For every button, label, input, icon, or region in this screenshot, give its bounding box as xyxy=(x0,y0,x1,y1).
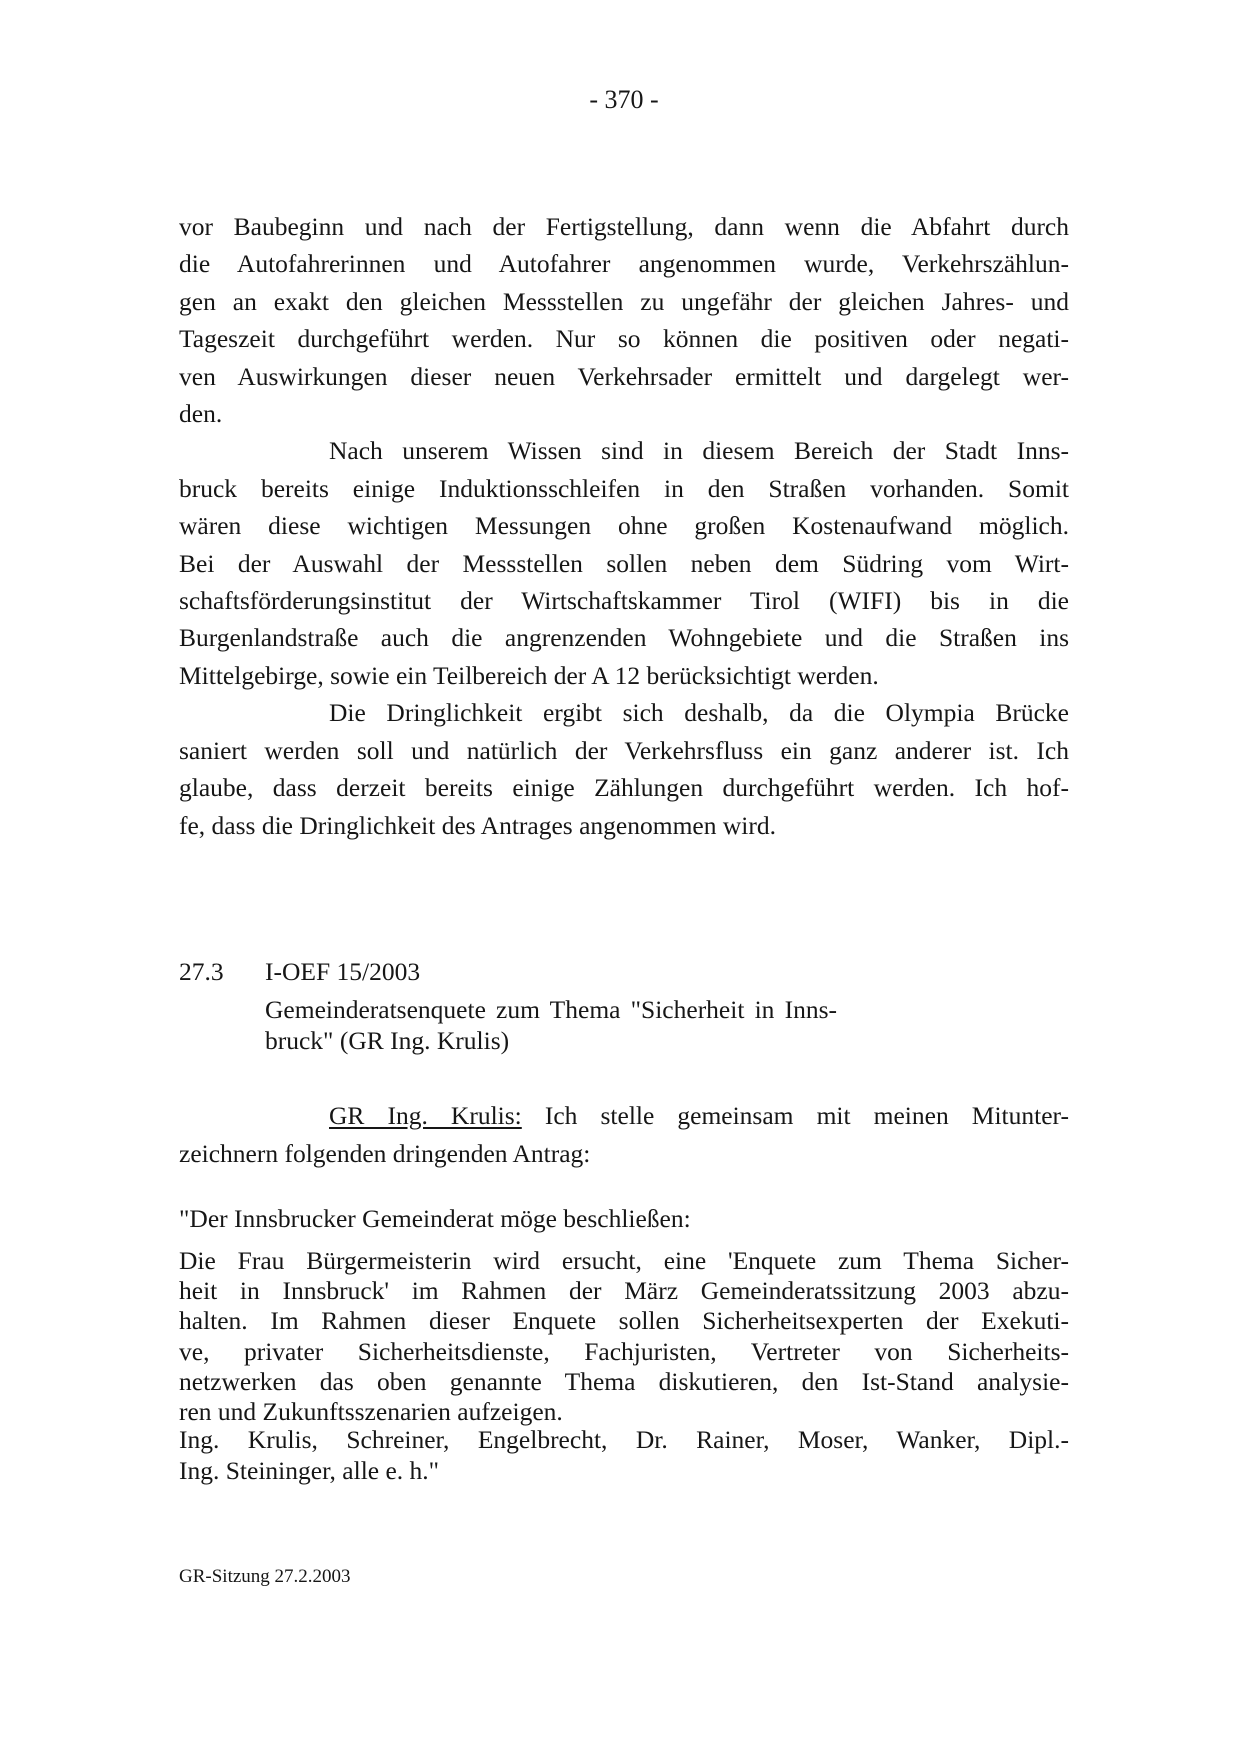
section-number: 27.3 xyxy=(179,957,224,986)
paragraph-urgency: Die Dringlichkeit ergibt sich deshalb, da die Olympia Brücke saniert werden soll und natürlich der Verkehrsfluss ein ganz anderer ist. Ich glaube, dass derzeit bereits einige Zählungen durchgeführt werden. Ich hof- fe, dass die Dringlichkeit des Antrages angenommen wird. xyxy=(179,698,1069,840)
page-number: - 370 - xyxy=(589,85,659,114)
section-heading xyxy=(179,956,1069,987)
paragraph-induction-loops: Nach unserem Wissen sind in diesem Bereich der Stadt Inns- bruck bereits einige Induktionsschleifen in den Straßen vorhanden. Somit wären diese wichtigen Messungen ohne großen Kostenaufwand möglich. Bei der Auswahl der Messstellen sollen neben dem Südring vom Wirt- schaftsförderungsinstitut der Wirtschaftskammer Tirol (WIFI) bis in die Burgenlandstraße auch die angrenzenden Wohngebiete und die Straßen ins Mittelgebirge, sowie ein Teilbereich der A 12 berücksichtigt werden. xyxy=(179,436,1069,690)
speech-line-2: zeichnern folgenden dringenden Antrag: xyxy=(179,1138,591,1168)
speech-line-1 xyxy=(179,1097,1069,1135)
body-text xyxy=(179,208,1069,844)
section-code: I-OEF 15/2003 xyxy=(265,957,421,986)
motion-intro: "Der Innsbrucker Gemeinderat möge beschließen: xyxy=(179,1204,691,1233)
section-title: Gemeinderatsenquete zum Thema "Sicherheit in Inns- bruck" (GR Ing. Krulis) xyxy=(265,995,837,1055)
paragraph-traffic-counts: vor Baubeginn und nach der Fertigstellung, dann wenn die Abfahrt durch die Autofahrerinnen und Autofahrer angenommen wurde, Verkehrszählun- gen an exakt den gleichen Messstellen zu ungefähr der gleichen Jahres- und Tageszeit durchgeführt werden. Nur so können die positiven oder negati- ven Auswirkungen dieser neuen Verkehrsader ermittelt und dargelegt wer- den. xyxy=(179,212,1069,429)
footer-note: GR-Sitzung 27.2.2003 xyxy=(179,1566,351,1587)
speech-line-1-rest: Ich stelle gemeinsam mit meinen Mitunter- xyxy=(544,1101,1070,1130)
speaker-name: GR Ing. Krulis: xyxy=(329,1101,522,1130)
speech-paragraph xyxy=(179,1097,1069,1172)
signature-block: Ing. Krulis, Schreiner, Engelbrecht, Dr. Rainer, Moser, Wanker, Dipl.- Ing. Steininger, alle e. h." xyxy=(179,1425,1069,1485)
motion-quote: Die Frau Bürgermeisterin wird ersucht, eine 'Enquete zum Thema Sicher- heit in Innsbruck' im Rahmen der März Gemeinderatssitzung 2003 abzu- halten. Im Rahmen dieser Enquete sollen Sicherheitsexperten der Exekuti- ve, privater Sicherheitsdienste, Fachjuristen, Vertreter von Sicherheits- netzwerken das oben genannte Thema diskutieren, den Ist-Stand analysie- ren und Zukunftsszenarien aufzeigen. xyxy=(179,1246,1069,1427)
